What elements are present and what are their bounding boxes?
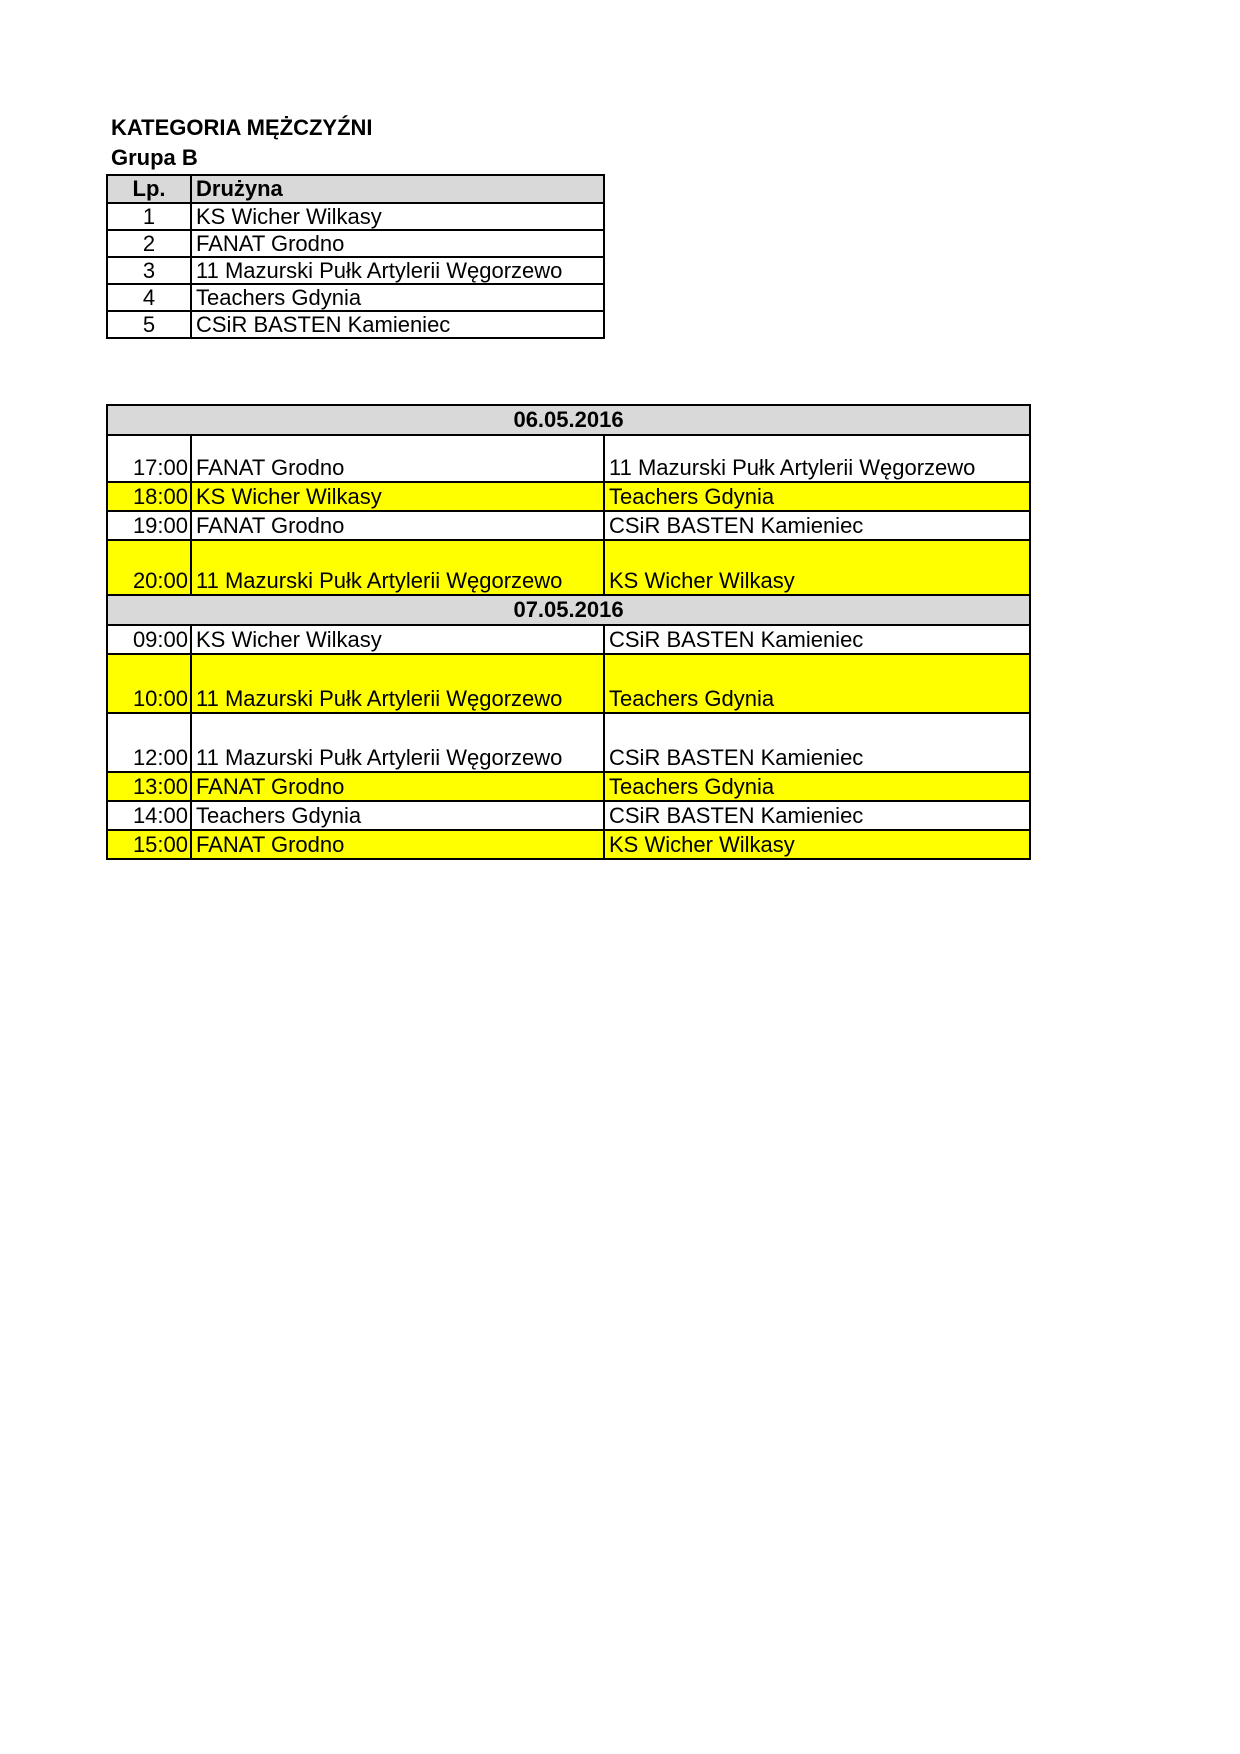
table-row [107, 230, 604, 257]
match-away-team: KS Wicher Wilkasy [604, 830, 1030, 859]
match-row [107, 540, 1030, 595]
group-label: Grupa B [111, 145, 198, 170]
match-time: 19:00 [107, 511, 191, 540]
team-name: Teachers Gdynia [191, 284, 604, 311]
match-home-team: Teachers Gdynia [191, 801, 604, 830]
day-date: 06.05.2016 [107, 405, 1030, 435]
table-row [107, 284, 604, 311]
match-away-team: CSiR BASTEN Kamieniec [604, 511, 1030, 540]
team-name: CSiR BASTEN Kamieniec [191, 311, 604, 338]
page-title: KATEGORIA MĘŻCZYŹNI [111, 115, 373, 140]
match-away-team: CSiR BASTEN Kamieniec [604, 713, 1030, 772]
team-name: FANAT Grodno [191, 230, 604, 257]
day-header-row [107, 595, 1030, 625]
match-away-team: 11 Mazurski Pułk Artylerii Węgorzewo [604, 435, 1030, 482]
column-header-team: Drużyna [191, 175, 604, 203]
match-time: 12:00 [107, 713, 191, 772]
team-number: 2 [107, 230, 191, 257]
match-home-team: 11 Mazurski Pułk Artylerii Węgorzewo [191, 654, 604, 713]
match-away-team: Teachers Gdynia [604, 654, 1030, 713]
match-time: 20:00 [107, 540, 191, 595]
match-away-team: Teachers Gdynia [604, 772, 1030, 801]
table-row [107, 203, 604, 230]
day-header-row [107, 405, 1030, 435]
team-number: 1 [107, 203, 191, 230]
team-number: 5 [107, 311, 191, 338]
teams-table [106, 174, 605, 339]
schedule-table [106, 404, 1031, 860]
match-row [107, 435, 1030, 482]
day-date: 07.05.2016 [107, 595, 1030, 625]
match-time: 15:00 [107, 830, 191, 859]
team-number: 3 [107, 257, 191, 284]
match-row [107, 511, 1030, 540]
match-time: 10:00 [107, 654, 191, 713]
match-row [107, 654, 1030, 713]
match-away-team: CSiR BASTEN Kamieniec [604, 801, 1030, 830]
match-row [107, 482, 1030, 511]
match-time: 14:00 [107, 801, 191, 830]
match-row [107, 625, 1030, 654]
match-home-team: FANAT Grodno [191, 435, 604, 482]
column-header-lp: Lp. [107, 175, 191, 203]
match-time: 09:00 [107, 625, 191, 654]
match-home-team: 11 Mazurski Pułk Artylerii Węgorzewo [191, 540, 604, 595]
team-name: KS Wicher Wilkasy [191, 203, 604, 230]
table-row [107, 311, 604, 338]
match-row [107, 830, 1030, 859]
match-time: 17:00 [107, 435, 191, 482]
teams-header-row [107, 175, 604, 203]
match-home-team: FANAT Grodno [191, 772, 604, 801]
match-home-team: KS Wicher Wilkasy [191, 625, 604, 654]
team-name: 11 Mazurski Pułk Artylerii Węgorzewo [191, 257, 604, 284]
match-away-team: KS Wicher Wilkasy [604, 540, 1030, 595]
match-home-team: FANAT Grodno [191, 511, 604, 540]
match-row [107, 772, 1030, 801]
match-home-team: 11 Mazurski Pułk Artylerii Węgorzewo [191, 713, 604, 772]
match-time: 18:00 [107, 482, 191, 511]
match-away-team: Teachers Gdynia [604, 482, 1030, 511]
team-number: 4 [107, 284, 191, 311]
table-row [107, 257, 604, 284]
match-time: 13:00 [107, 772, 191, 801]
match-home-team: KS Wicher Wilkasy [191, 482, 604, 511]
match-away-team: CSiR BASTEN Kamieniec [604, 625, 1030, 654]
match-row [107, 801, 1030, 830]
match-home-team: FANAT Grodno [191, 830, 604, 859]
match-row [107, 713, 1030, 772]
